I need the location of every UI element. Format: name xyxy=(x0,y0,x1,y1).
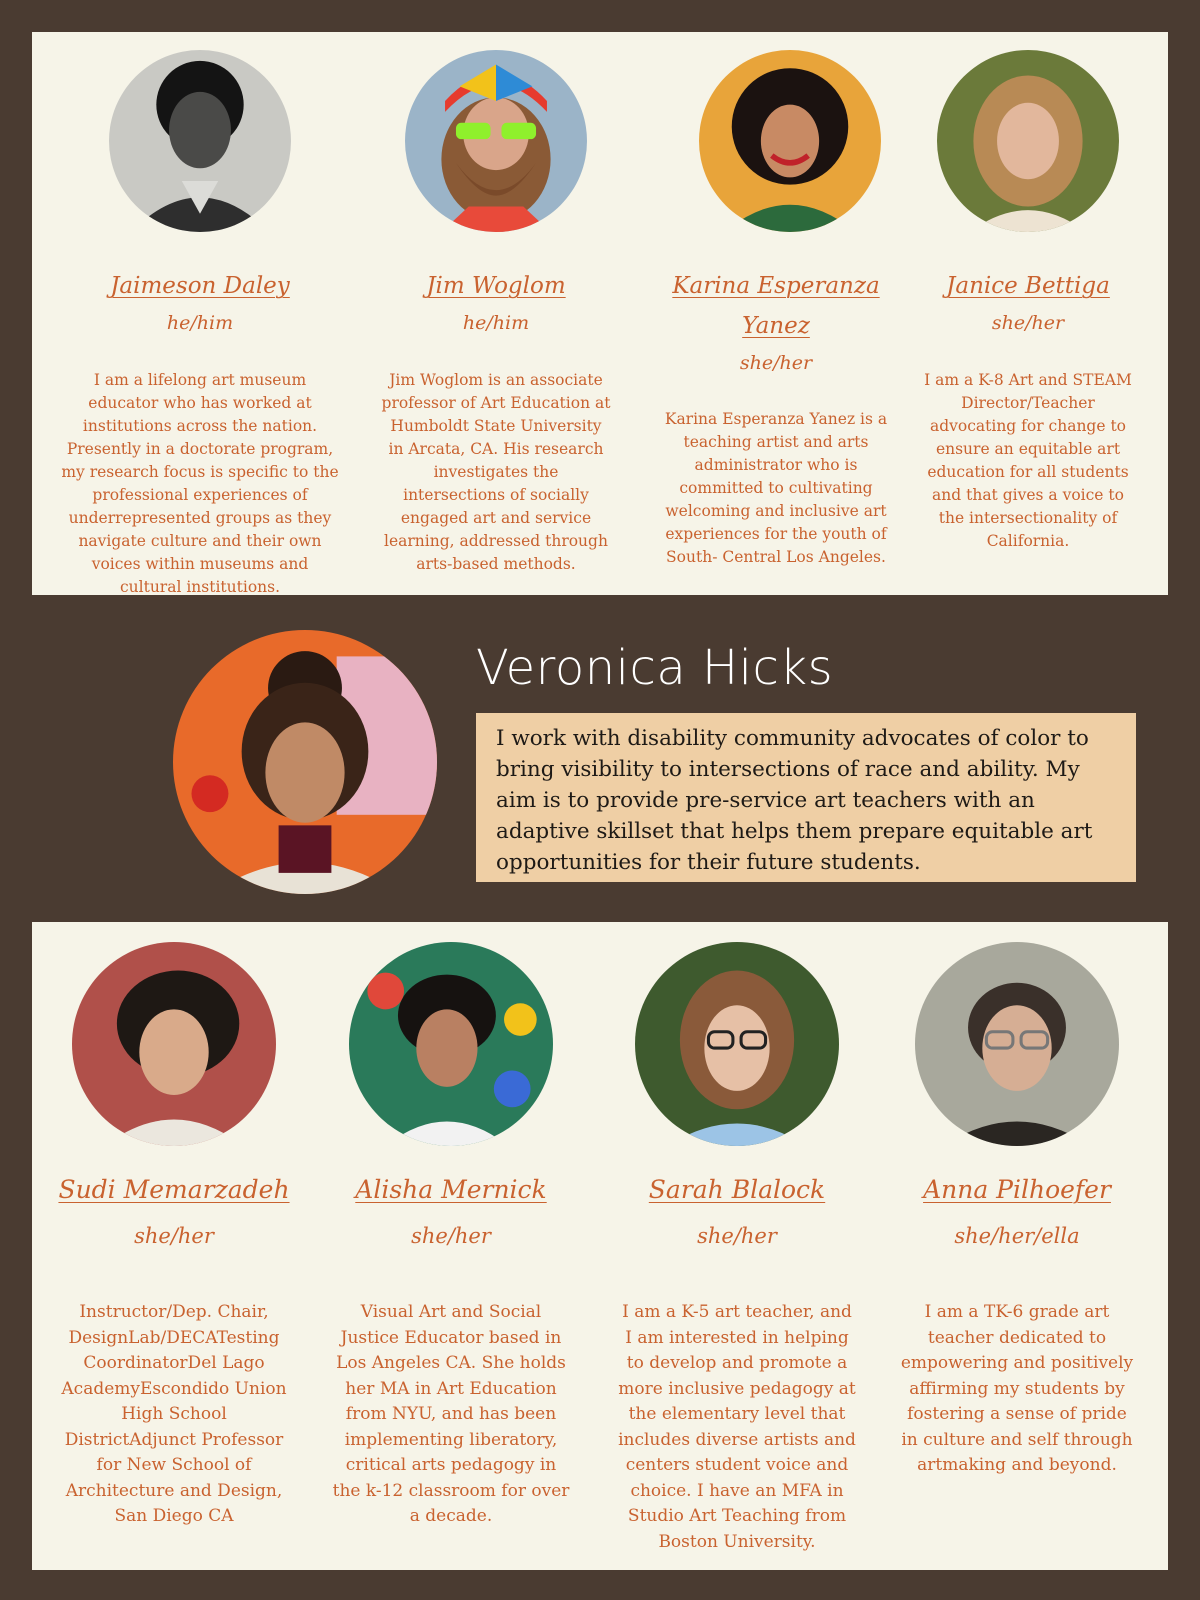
person-name[interactable]: Sudi Memarzadeh xyxy=(58,1175,290,1204)
profile-photo xyxy=(405,50,587,232)
pronouns: she/her/ella xyxy=(954,1224,1080,1248)
profile-photo xyxy=(699,50,881,232)
bio-text: I am a K-5 art teacher, and I am interested in helping to develop and promote a more inclusive pedagogy at the elementary level that includes diverse artists and centers student voice and choice. I have an MFA in Studio Art Teaching from Boston University. xyxy=(618,1302,856,1552)
pronouns: she/her xyxy=(134,1224,214,1248)
profile-photo xyxy=(635,942,839,1146)
bio-text: Visual Art and Social Justice Educator based in Los Angeles CA. She holds her MA in Art Education from NYU, and has been implementing liberatory, critical arts pedagogy in the k-12 classroom for over a decade. xyxy=(332,1302,570,1526)
bio-card xyxy=(42,922,306,1570)
featured-photo xyxy=(173,630,437,894)
bio-card xyxy=(352,32,640,595)
bio-text: Instructor/Dep. Chair, DesignLab/DECATesting CoordinatorDel Lago AcademyEscondido Union High School DistrictAdjunct Professor for New School of Architecture and Design, San Diego CA xyxy=(61,1302,287,1526)
profile-photo xyxy=(349,942,553,1146)
bio-card xyxy=(648,32,904,595)
profile-photo xyxy=(915,942,1119,1146)
person-name[interactable]: Anna Pilhoefer xyxy=(923,1175,1111,1204)
bio-text: I am a K-8 Art and STEAM Director/Teacher advocating for change to ensure an equitable art education for all students and that gives a voice to the intersectionality of California. xyxy=(924,371,1132,550)
pronouns: he/him xyxy=(462,312,530,334)
featured-name: Veronica Hicks xyxy=(476,640,834,696)
bio-text: Karina Esperanza Yanez is a teaching artist and arts administrator who is committed to cultivating welcoming and inclusive art experiences for the youth of South- Central Los Angeles. xyxy=(664,410,888,566)
featured-quote: I work with disability community advocates of color to bring visibility to intersections of race and ability. My aim is to provide pre-service art teachers with an adaptive skillset that helps them prepare equitable art opportunities for their future students. xyxy=(476,713,1136,882)
person-name[interactable]: Alisha Mernick xyxy=(355,1175,547,1204)
person-name[interactable]: Sarah Blalock xyxy=(648,1175,826,1204)
person-name[interactable]: Karina Esperanza Yanez xyxy=(672,273,880,339)
person-name[interactable]: Jim Woglom xyxy=(426,273,566,299)
pronouns: she/her xyxy=(991,312,1065,334)
bio-text: I am a lifelong art museum educator who has worked at institutions across the nation. Presently in a doctorate program, my research focus is specific to the professional experiences of underrepresented groups as they navigate culture and their own voices within museums and cultural institutions. xyxy=(61,371,339,596)
bio-text: I am a TK-6 grade art teacher dedicated to empowering and positively affirming my students by fostering a sense of pride in culture and self through artmaking and beyond. xyxy=(900,1302,1134,1475)
pronouns: she/her xyxy=(697,1224,777,1248)
pronouns: she/her xyxy=(411,1224,491,1248)
bio-card xyxy=(610,922,864,1570)
person-name[interactable]: Janice Bettiga xyxy=(946,273,1110,299)
pronouns: she/her xyxy=(739,352,813,374)
profile-photo xyxy=(72,942,276,1146)
bio-card xyxy=(912,32,1144,595)
profile-photo xyxy=(937,50,1119,232)
bio-card xyxy=(892,922,1142,1570)
bio-card xyxy=(326,922,576,1570)
top-bios-panel xyxy=(32,32,1168,595)
bio-card xyxy=(56,32,344,595)
bottom-bios-panel xyxy=(32,922,1168,1570)
bio-text: Jim Woglom is an associate professor of Art Education at Humboldt State University in Arcata, CA. His research investigates the intersections of socially engaged art and service learning, addressed through arts-based methods. xyxy=(381,371,611,573)
pronouns: he/him xyxy=(166,312,234,334)
profile-photo xyxy=(109,50,291,232)
person-name[interactable]: Jaimeson Daley xyxy=(110,273,290,299)
